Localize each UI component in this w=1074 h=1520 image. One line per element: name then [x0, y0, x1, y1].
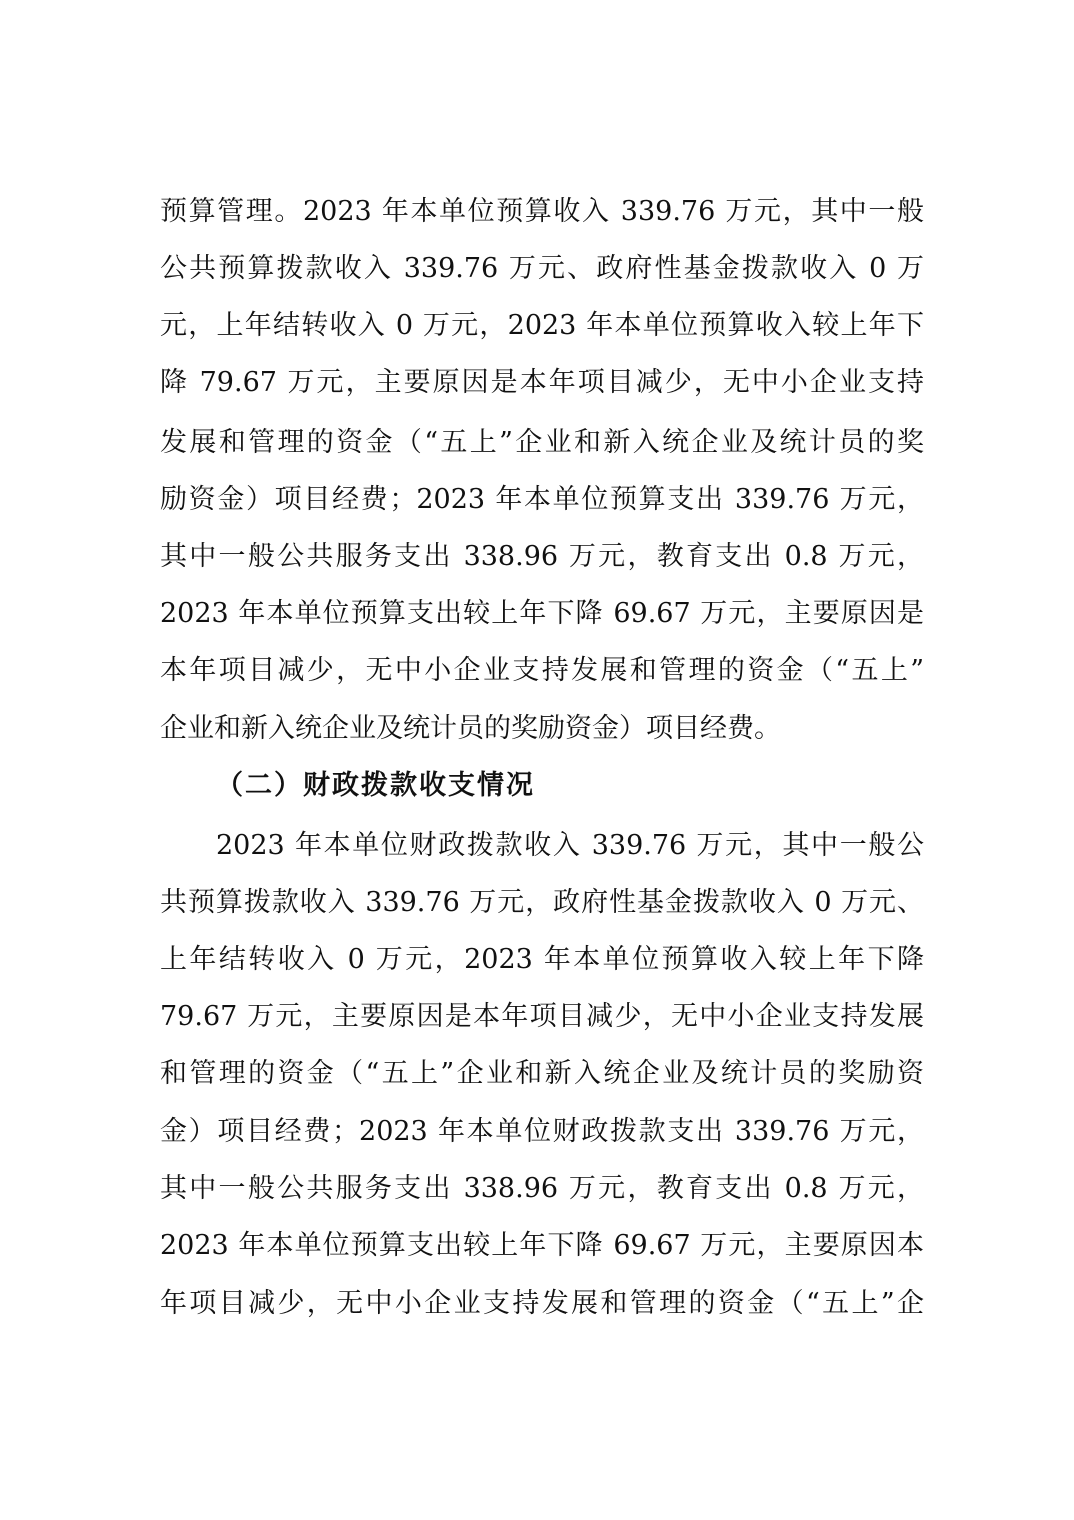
- paragraph-2-line-8: 2023 年本单位预算支出较上年下降 69.67 万元，主要原因本: [160, 1230, 924, 1261]
- paragraph-2-line-7: 其中一般公共服务支出 338.96 万元，教育支出 0.8 万元，: [160, 1173, 924, 1204]
- paragraph-2-line-6: 金）项目经费；2023 年本单位财政拨款支出 339.76 万元，: [160, 1116, 924, 1147]
- paragraph-2-line-5: 和管理的资金（“五上”企业和新入统企业及统计员的奖励资: [160, 1058, 924, 1089]
- paragraph-1-line-9: 本年项目减少，无中小企业支持发展和管理的资金（“五上”: [160, 655, 924, 686]
- paragraph-1-line-5: 发展和管理的资金（“五上”企业和新入统企业及统计员的奖: [160, 427, 924, 458]
- paragraph-1-line-3: 元，上年结转收入 0 万元，2023 年本单位预算收入较上年下: [160, 310, 924, 341]
- paragraph-2-line-1: 2023 年本单位财政拨款收入 339.76 万元，其中一般公: [216, 830, 924, 861]
- paragraph-2-line-2: 共预算拨款收入 339.76 万元，政府性基金拨款收入 0 万元、: [160, 887, 924, 918]
- section-heading: （二）财政拨款收支情况: [216, 770, 535, 801]
- paragraph-2-line-4: 79.67 万元，主要原因是本年项目减少，无中小企业支持发展: [160, 1001, 924, 1032]
- paragraph-1-line-10: 企业和新入统企业及统计员的奖励资金）项目经费。: [160, 713, 781, 744]
- paragraph-1-line-2: 公共预算拨款收入 339.76 万元、政府性基金拨款收入 0 万: [160, 253, 924, 284]
- paragraph-1-line-1: 预算管理。2023 年本单位预算收入 339.76 万元，其中一般: [160, 196, 924, 227]
- paragraph-1-line-6: 励资金）项目经费；2023 年本单位预算支出 339.76 万元，: [160, 484, 924, 515]
- paragraph-1-line-8: 2023 年本单位预算支出较上年下降 69.67 万元，主要原因是: [160, 598, 924, 629]
- paragraph-1-line-7: 其中一般公共服务支出 338.96 万元，教育支出 0.8 万元，: [160, 541, 924, 572]
- paragraph-2-line-3: 上年结转收入 0 万元，2023 年本单位预算收入较上年下降: [160, 944, 924, 975]
- paragraph-1-line-4: 降 79.67 万元，主要原因是本年项目减少，无中小企业支持: [160, 367, 924, 398]
- paragraph-2-line-9: 年项目减少，无中小企业支持发展和管理的资金（“五上”企: [160, 1288, 924, 1319]
